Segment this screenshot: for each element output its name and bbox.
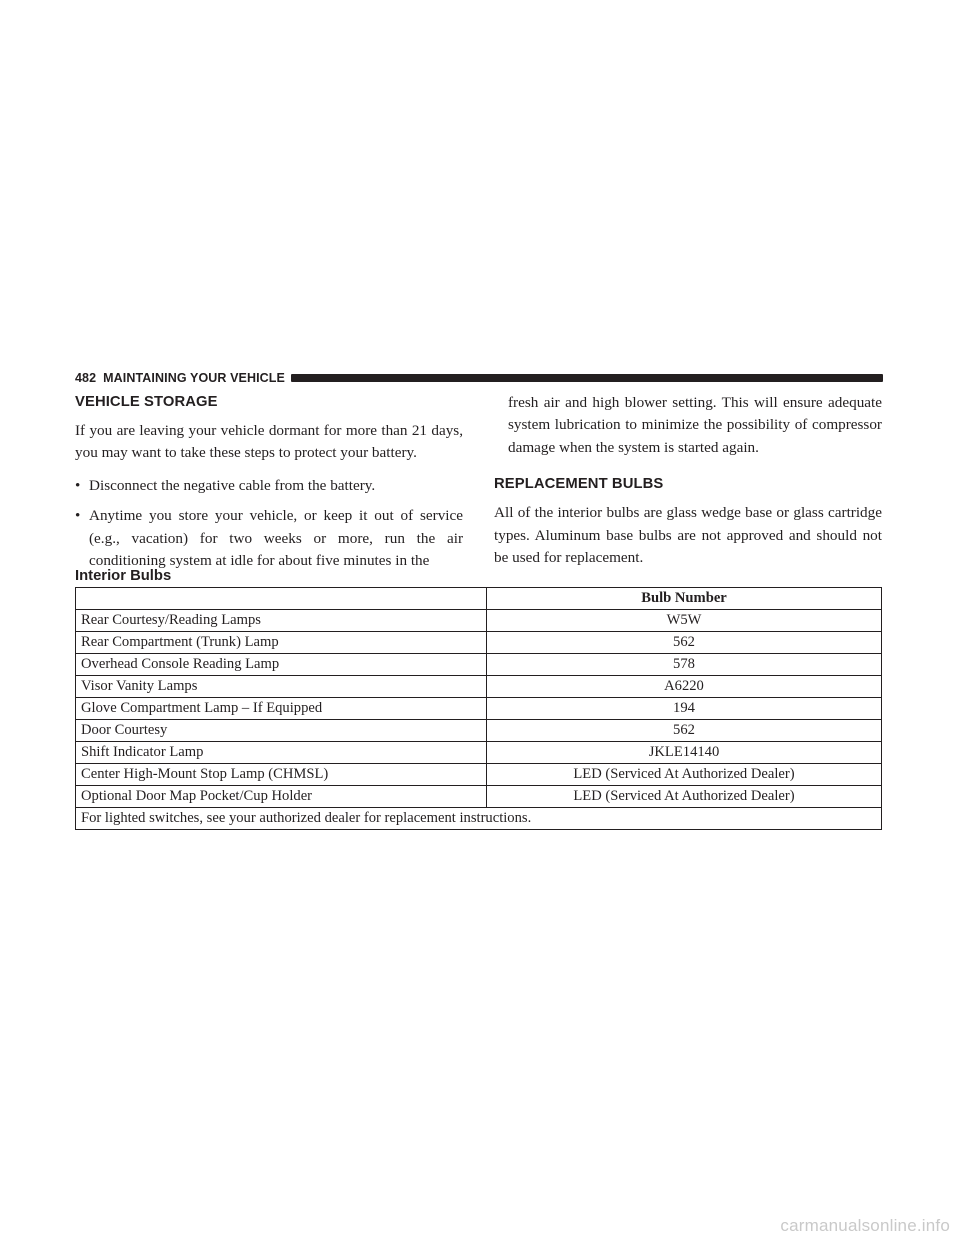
bulb-number-cell: 194 — [487, 698, 882, 720]
vehicle-storage-heading: VEHICLE STORAGE — [75, 394, 218, 410]
lamp-name-cell: Glove Compartment Lamp – If Equipped — [76, 698, 487, 720]
table-row — [76, 676, 882, 698]
table-footnote: For lighted switches, see your authorized dealer for replacement instructions. — [76, 808, 882, 830]
bulb-number-cell: 562 — [487, 720, 882, 742]
bulb-number-cell: 562 — [487, 632, 882, 654]
page-header — [75, 370, 883, 386]
list-item: • Disconnect the negative cable from the battery. — [75, 475, 463, 497]
lamp-name-cell: Rear Courtesy/Reading Lamps — [76, 610, 487, 632]
table-header-row — [76, 588, 882, 610]
table-row — [76, 764, 882, 786]
bullet-icon: • — [75, 507, 81, 525]
column-header-name — [76, 588, 487, 610]
table-row — [76, 654, 882, 676]
right-column — [494, 392, 882, 569]
table-row — [76, 720, 882, 742]
lamp-name-cell: Rear Compartment (Trunk) Lamp — [76, 632, 487, 654]
list-item: • Anytime you store your vehicle, or keep it out of service (e.g., vacation) for two weeks or more, run the air conditioning system at idle for about five minutes in the — [75, 507, 463, 570]
replacement-bulbs-body: All of the interior bulbs are glass wedge base or glass cartridge types. Aluminum base bulbs are not approved and should not be used for replacement. — [494, 504, 882, 567]
bullet-continuation: fresh air and high blower setting. This will ensure adequate system lubrication to minimize the possibility of compressor damage when the system is started again. — [508, 394, 882, 456]
chapter-title: MAINTAINING YOUR VEHICLE — [103, 371, 285, 385]
interior-bulbs-title: Interior Bulbs — [75, 568, 172, 584]
watermark: carmanualsonline.info — [780, 1216, 950, 1235]
lamp-name-cell: Shift Indicator Lamp — [76, 742, 487, 764]
interior-bulbs-table — [75, 587, 882, 830]
bulb-number-cell: 578 — [487, 654, 882, 676]
bulb-number-cell: LED (Serviced At Authorized Dealer) — [487, 764, 882, 786]
header-rule — [291, 374, 883, 382]
table-row — [76, 786, 882, 808]
table-row — [76, 698, 882, 720]
bulb-number-cell: JKLE14140 — [487, 742, 882, 764]
lamp-name-cell: Optional Door Map Pocket/Cup Holder — [76, 786, 487, 808]
table-row — [76, 610, 882, 632]
column-header-bulb-number: Bulb Number — [487, 588, 882, 610]
bulb-number-cell: LED (Serviced At Authorized Dealer) — [487, 786, 882, 808]
replacement-bulbs-heading: REPLACEMENT BULBS — [494, 476, 664, 493]
table-row — [76, 632, 882, 654]
bulb-number-cell: A6220 — [487, 676, 882, 698]
table-row — [76, 742, 882, 764]
bullet-icon: • — [75, 476, 81, 494]
left-column — [75, 392, 463, 580]
lamp-name-cell: Overhead Console Reading Lamp — [76, 654, 487, 676]
lamp-name-cell: Visor Vanity Lamps — [76, 676, 487, 698]
vehicle-storage-intro: If you are leaving your vehicle dormant for more than 21 days, you may want to take these steps to protect your battery. — [75, 422, 463, 462]
lamp-name-cell: Door Courtesy — [76, 720, 487, 742]
table-footnote-row — [76, 808, 882, 830]
lamp-name-cell: Center High-Mount Stop Lamp (CHMSL) — [76, 764, 487, 786]
bulb-number-cell: W5W — [487, 610, 882, 632]
vehicle-storage-bullets — [75, 475, 463, 573]
page-number: 482 — [75, 371, 97, 385]
